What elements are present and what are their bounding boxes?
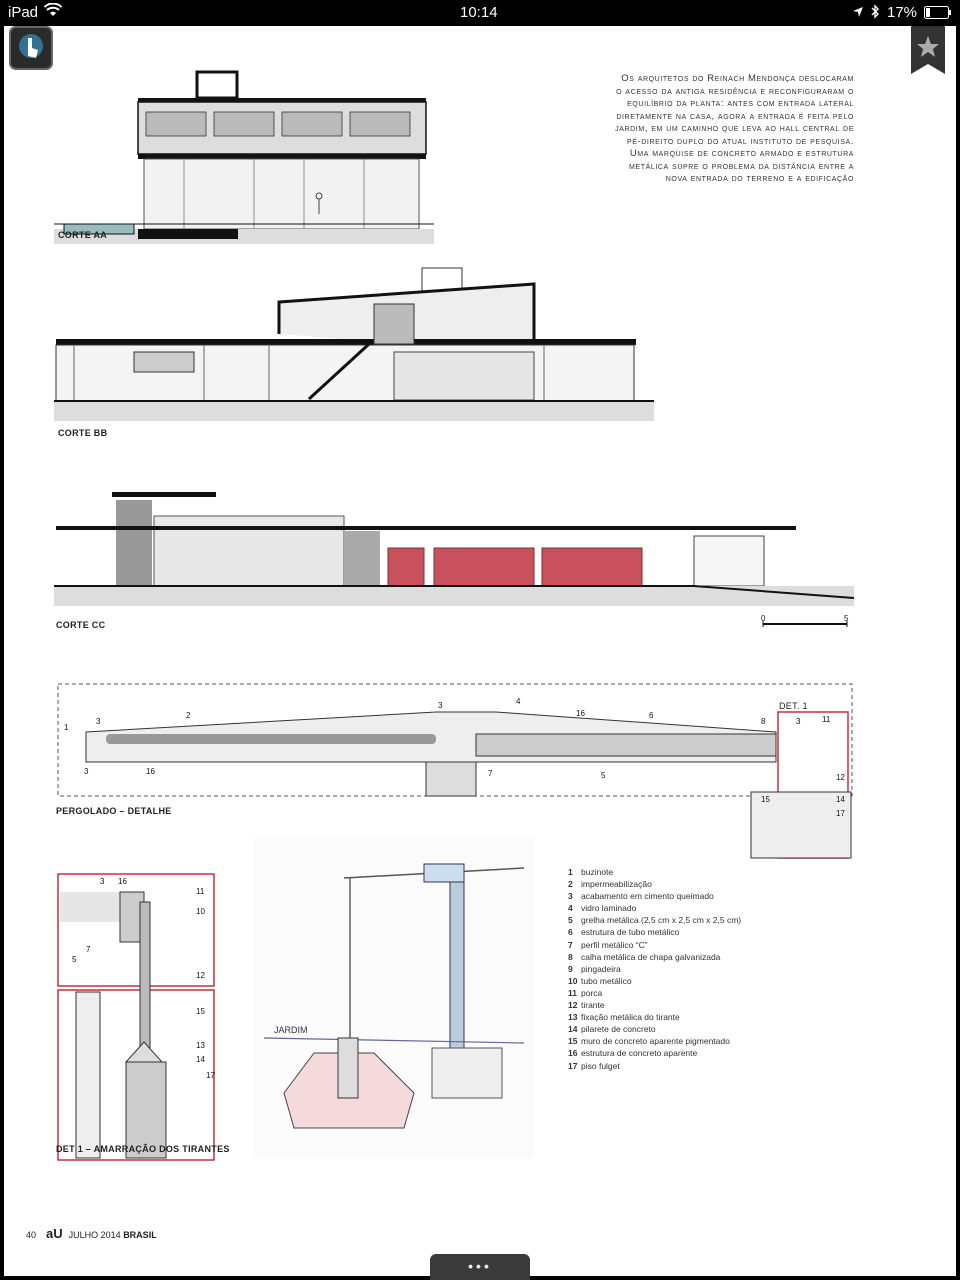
svg-text:7: 7 bbox=[86, 945, 91, 954]
page-footer bbox=[26, 1226, 157, 1241]
legend-item: 6 estrutura de tubo metálico bbox=[568, 927, 680, 938]
svg-text:7: 7 bbox=[488, 769, 493, 778]
page-caption: Os arquitetos do Reinach Mendonça deslocaram o acesso da antiga residência e reconfiguraram o equilíbrio da planta: antes com entrada lateral diretamente na casa, agora a entrada é feita pelo jardim, em um caminho que leva ao hall central de pé-direito duplo do atual instituto de pesquisa. Uma marquise de concreto armado e estrutura metálica supre o problema da distância entre a nova entrada do terreno e a edificação bbox=[615, 73, 854, 184]
sketch-jardim-label: JARDIM bbox=[274, 1025, 308, 1035]
legend-item: 5 grelha metálica (2,5 cm x 2,5 cm x 2,5 cm) bbox=[568, 915, 742, 926]
legend-item: 16 estrutura de concreto aparente bbox=[568, 1048, 698, 1059]
svg-text:15: 15 bbox=[761, 795, 770, 804]
svg-text:14: 14 bbox=[196, 1055, 205, 1064]
corte-bb-drawing bbox=[54, 264, 654, 424]
magazine-logo: aU bbox=[46, 1226, 63, 1241]
scale-start: 0 bbox=[761, 614, 766, 623]
corte-cc-drawing bbox=[54, 486, 854, 611]
svg-text:16: 16 bbox=[118, 877, 127, 886]
svg-text:8: 8 bbox=[761, 717, 766, 726]
corte-aa-drawing bbox=[54, 64, 434, 244]
svg-text:4: 4 bbox=[516, 697, 521, 706]
legend-item: 15 muro de concreto aparente pigmentado bbox=[568, 1036, 730, 1047]
svg-text:2: 2 bbox=[186, 711, 191, 720]
location-arrow-icon bbox=[852, 5, 864, 22]
det1-title: DET 1 – AMARRAÇÃO DOS TIRANTES bbox=[56, 1144, 230, 1154]
svg-text:12: 12 bbox=[196, 971, 205, 980]
legend-item: 4 vidro laminado bbox=[568, 903, 637, 914]
legend-list bbox=[568, 866, 741, 1072]
page-number: 40 bbox=[26, 1230, 37, 1240]
svg-text:11: 11 bbox=[822, 715, 831, 724]
legend-item: 8 calha metálica de chapa galvanizada bbox=[568, 951, 721, 962]
svg-text:14: 14 bbox=[836, 795, 845, 804]
svg-text:16: 16 bbox=[576, 709, 585, 718]
svg-text:13: 13 bbox=[196, 1041, 205, 1050]
wifi-icon bbox=[44, 3, 62, 21]
svg-text:17: 17 bbox=[206, 1071, 215, 1080]
svg-text:12: 12 bbox=[836, 773, 845, 782]
app-touch-icon[interactable] bbox=[9, 26, 53, 70]
legend-item: 2 impermeabilização bbox=[568, 879, 652, 890]
legend-item: 11 porca bbox=[568, 987, 603, 998]
svg-text:17: 17 bbox=[836, 809, 845, 818]
det1-drawing bbox=[56, 872, 222, 1172]
clock: 10:14 bbox=[460, 4, 498, 21]
status-bar bbox=[0, 0, 960, 26]
legend-item: 14 pilarete de concreto bbox=[568, 1024, 656, 1035]
bookmark-icon[interactable] bbox=[911, 26, 945, 74]
svg-text:6: 6 bbox=[649, 711, 654, 720]
legend-item: 9 pingadeira bbox=[568, 963, 621, 974]
battery-percent: 17% bbox=[887, 4, 918, 21]
battery-icon bbox=[924, 6, 952, 23]
svg-text:5: 5 bbox=[72, 955, 77, 964]
pergolado-detail-drawing bbox=[56, 682, 856, 862]
edition-name: BRASIL bbox=[123, 1230, 157, 1240]
svg-text:3: 3 bbox=[438, 701, 443, 710]
magazine-page[interactable] bbox=[4, 26, 956, 1276]
svg-text:3: 3 bbox=[84, 767, 89, 776]
svg-text:3: 3 bbox=[100, 877, 105, 886]
scale-end: 5 bbox=[844, 614, 849, 623]
pergolado-label: PERGOLADO – DETALHE bbox=[56, 806, 172, 816]
hand-sketch bbox=[254, 838, 534, 1158]
svg-text:11: 11 bbox=[196, 887, 205, 896]
svg-text:16: 16 bbox=[146, 767, 155, 776]
corte-cc-label: CORTE CC bbox=[56, 620, 106, 630]
svg-text:15: 15 bbox=[196, 1007, 205, 1016]
legend-item: 17 piso fulget bbox=[568, 1060, 620, 1071]
svg-text:5: 5 bbox=[601, 771, 606, 780]
corte-aa-label: CORTE AA bbox=[58, 230, 108, 240]
legend-item: 3 acabamento em cimento queimado bbox=[568, 891, 714, 902]
scale-bar bbox=[759, 616, 854, 632]
legend-item: 13 fixação metálica do tirante bbox=[568, 1012, 680, 1023]
bluetooth-icon bbox=[870, 4, 880, 23]
svg-text:3: 3 bbox=[796, 717, 801, 726]
issue-date: JULHO 2014 bbox=[68, 1230, 121, 1240]
corte-bb-label: CORTE BB bbox=[58, 428, 108, 438]
svg-text:10: 10 bbox=[196, 907, 205, 916]
bottom-menu-handle[interactable]: ••• bbox=[430, 1254, 530, 1280]
svg-text:1: 1 bbox=[64, 723, 69, 732]
legend-item: 1 buzinote bbox=[568, 867, 614, 877]
det1-tag: DET. 1 bbox=[779, 701, 808, 711]
legend-item: 7 perfil metálico “C” bbox=[568, 939, 648, 950]
legend-item: 10 tubo metálico bbox=[568, 975, 632, 986]
device-name: iPad bbox=[8, 4, 39, 21]
legend-item: 12 tirante bbox=[568, 1000, 605, 1011]
svg-text:3: 3 bbox=[96, 717, 101, 726]
